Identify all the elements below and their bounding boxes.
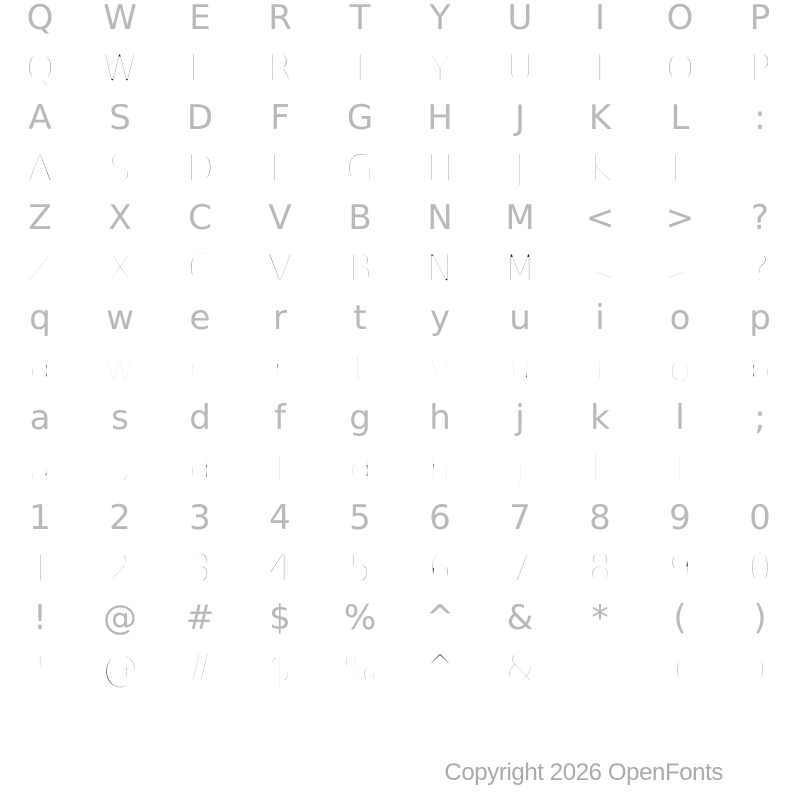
glyph-cell: Q	[26, 0, 54, 38]
glyph-cell: e	[188, 346, 212, 390]
glyph-cell: I	[594, 0, 606, 38]
glyph-cell: 9	[669, 498, 691, 538]
glyph-cell: P	[748, 46, 772, 90]
row-pair-uppercase-qwerty	[0, 0, 800, 100]
glyph-cell: !	[33, 598, 47, 638]
glyph-cell: :	[753, 146, 767, 190]
row-pair-lowercase-qwerty	[0, 300, 800, 400]
glyph-cell: N	[426, 246, 454, 290]
glyph-cell: :	[754, 98, 766, 138]
glyph-cell: p	[749, 298, 771, 338]
glyph-cell: L	[670, 98, 690, 138]
glyph-cell: 1	[28, 546, 52, 590]
glyph-cell: t	[352, 346, 368, 390]
glyph-cell: 4	[269, 498, 291, 538]
glyph-cell: U	[506, 46, 534, 90]
glyph-cell: R	[268, 0, 292, 38]
glyph-cell: Z	[27, 246, 53, 290]
glyph-cell: J	[514, 98, 526, 138]
glyph-cell: o	[668, 346, 692, 390]
glyph-cell: %	[342, 646, 378, 690]
glyph-cell: d	[188, 446, 212, 490]
glyph-cell: O	[666, 0, 694, 38]
glyph-cell: w	[106, 298, 134, 338]
glyph-cell: !	[32, 646, 48, 690]
glyph-cell: D	[185, 146, 215, 190]
glyph-cell: *	[590, 646, 610, 690]
glyph-cell: 0	[749, 498, 771, 538]
glyph-cell: ?	[750, 198, 770, 238]
glyph-cell: T	[349, 0, 371, 38]
glyph-cell: s	[111, 398, 129, 438]
glyph-cell: H	[427, 98, 453, 138]
glyph-cell: Y	[429, 0, 451, 38]
glyph-cell: N	[427, 198, 453, 238]
glyph-cell: i	[595, 298, 605, 338]
glyph-cell: 6	[428, 546, 452, 590]
glyph-cell: (	[673, 598, 687, 638]
row-pair-uppercase-home	[0, 100, 800, 200]
glyph-cell: S	[108, 146, 132, 190]
glyph-cell: &	[506, 598, 534, 638]
glyph-cell: <	[584, 246, 616, 290]
row-pair-digits	[0, 500, 800, 600]
glyph-cell: G	[346, 98, 374, 138]
glyph-cell: ?	[750, 246, 770, 290]
glyph-cell: 2	[109, 498, 131, 538]
glyph-cell: y	[429, 346, 451, 390]
glyph-cell: K	[587, 146, 613, 190]
glyph-cell: p	[748, 346, 772, 390]
glyph-cell: J	[514, 146, 526, 190]
glyph-cell: A	[28, 98, 52, 138]
glyph-cell: )	[753, 598, 767, 638]
row-pair-lowercase-home	[0, 400, 800, 500]
glyph-cell: F	[270, 98, 290, 138]
glyph-cell: u	[508, 346, 532, 390]
glyph-cell: Y	[428, 46, 452, 90]
glyph-cell: @	[101, 646, 139, 690]
glyph-cell: H	[426, 146, 454, 190]
glyph-cell: D	[186, 98, 214, 138]
glyph-cell: e	[189, 298, 211, 338]
black-row-symbols	[0, 646, 800, 700]
glyph-cell: h	[428, 446, 452, 490]
glyph-cell: E	[189, 0, 211, 38]
copyright-text: Copyright 2026 OpenFonts	[444, 759, 723, 786]
glyph-cell: S	[109, 98, 131, 138]
glyph-cell: r	[272, 346, 288, 390]
row-pair-symbols	[0, 600, 800, 700]
glyph-cell: 7	[509, 498, 531, 538]
glyph-cell: j	[514, 446, 526, 490]
glyph-cell: q	[28, 346, 52, 390]
glyph-cell: o	[669, 298, 691, 338]
glyph-cell: U	[507, 0, 533, 38]
glyph-cell: Q	[25, 46, 55, 90]
glyph-cell: ^	[424, 646, 456, 690]
glyph-cell: $	[269, 598, 291, 638]
glyph-cell: 8	[588, 546, 612, 590]
glyph-cell: )	[752, 646, 768, 690]
glyph-cell: <	[585, 198, 615, 238]
glyph-cell: %	[343, 598, 377, 638]
glyph-cell: I	[594, 46, 606, 90]
glyph-cell: V	[268, 198, 292, 238]
glyph-cell: 5	[348, 546, 372, 590]
glyph-cell: G	[345, 146, 375, 190]
glyph-cell: w	[104, 346, 136, 390]
glyph-cell: W	[101, 46, 139, 90]
glyph-cell: 6	[429, 498, 451, 538]
glyph-cell: @	[103, 598, 137, 638]
glyph-cell: $	[268, 646, 292, 690]
glyph-cell: k	[590, 398, 610, 438]
glyph-cell: V	[267, 246, 293, 290]
glyph-cell: #	[185, 598, 215, 638]
glyph-cell: h	[429, 398, 451, 438]
glyph-cell: P	[749, 0, 771, 38]
glyph-cell: i	[594, 346, 606, 390]
glyph-cell: 3	[188, 546, 212, 590]
glyph-cell: 2	[108, 546, 132, 590]
glyph-cell: d	[189, 398, 211, 438]
glyph-cell: f	[273, 446, 287, 490]
glyph-cell: t	[353, 298, 367, 338]
glyph-cell: X	[108, 198, 132, 238]
glyph-cell: 0	[748, 546, 772, 590]
glyph-cell: E	[188, 46, 212, 90]
glyph-cell: #	[184, 646, 216, 690]
glyph-cell: (	[672, 646, 688, 690]
glyph-cell: g	[348, 446, 372, 490]
glyph-cell: k	[589, 446, 611, 490]
glyph-cell: M	[505, 198, 535, 238]
glyph-cell: Z	[28, 198, 52, 238]
glyph-cell: ^	[425, 598, 455, 638]
glyph-cell: T	[348, 46, 372, 90]
glyph-cell: >	[664, 246, 696, 290]
glyph-cell: 8	[589, 498, 611, 538]
glyph-cell: r	[273, 298, 287, 338]
glyph-cell: *	[591, 598, 609, 638]
glyph-cell: g	[349, 398, 371, 438]
glyph-cell: y	[429, 298, 451, 338]
glyph-cell: A	[27, 146, 53, 190]
glyph-cell: 7	[508, 546, 532, 590]
glyph-cell: l	[675, 398, 685, 438]
glyph-cell: 3	[189, 498, 211, 538]
glyph-cell: K	[588, 98, 612, 138]
glyph-cell: L	[669, 146, 691, 190]
glyph-cell: >	[665, 198, 695, 238]
glyph-cell: q	[29, 298, 51, 338]
glyph-cell: 1	[29, 498, 51, 538]
glyph-cell: s	[110, 446, 130, 490]
glyph-cell: W	[103, 0, 137, 38]
glyph-cell: M	[504, 246, 536, 290]
glyph-cell: j	[515, 398, 525, 438]
glyph-cell: a	[28, 446, 52, 490]
glyph-cell: C	[187, 246, 213, 290]
glyph-cell: 5	[349, 498, 371, 538]
glyph-cell: 9	[668, 546, 692, 590]
glyph-cell: B	[347, 246, 373, 290]
glyph-cell: F	[269, 146, 291, 190]
glyph-cell: C	[188, 198, 212, 238]
row-pair-uppercase-bottom	[0, 200, 800, 300]
glyph-cell: l	[674, 446, 686, 490]
glyph-cell: u	[509, 298, 531, 338]
glyph-cell: X	[107, 246, 133, 290]
glyph-cell: 4	[268, 546, 292, 590]
glyph-cell: a	[29, 398, 51, 438]
glyph-cell: R	[267, 46, 293, 90]
glyph-cell: O	[665, 46, 695, 90]
glyph-cell: &	[505, 646, 535, 690]
glyph-cell: ;	[754, 398, 766, 438]
glyph-cell: ;	[753, 446, 767, 490]
glyph-cell: f	[274, 398, 286, 438]
glyph-cell: B	[348, 198, 372, 238]
